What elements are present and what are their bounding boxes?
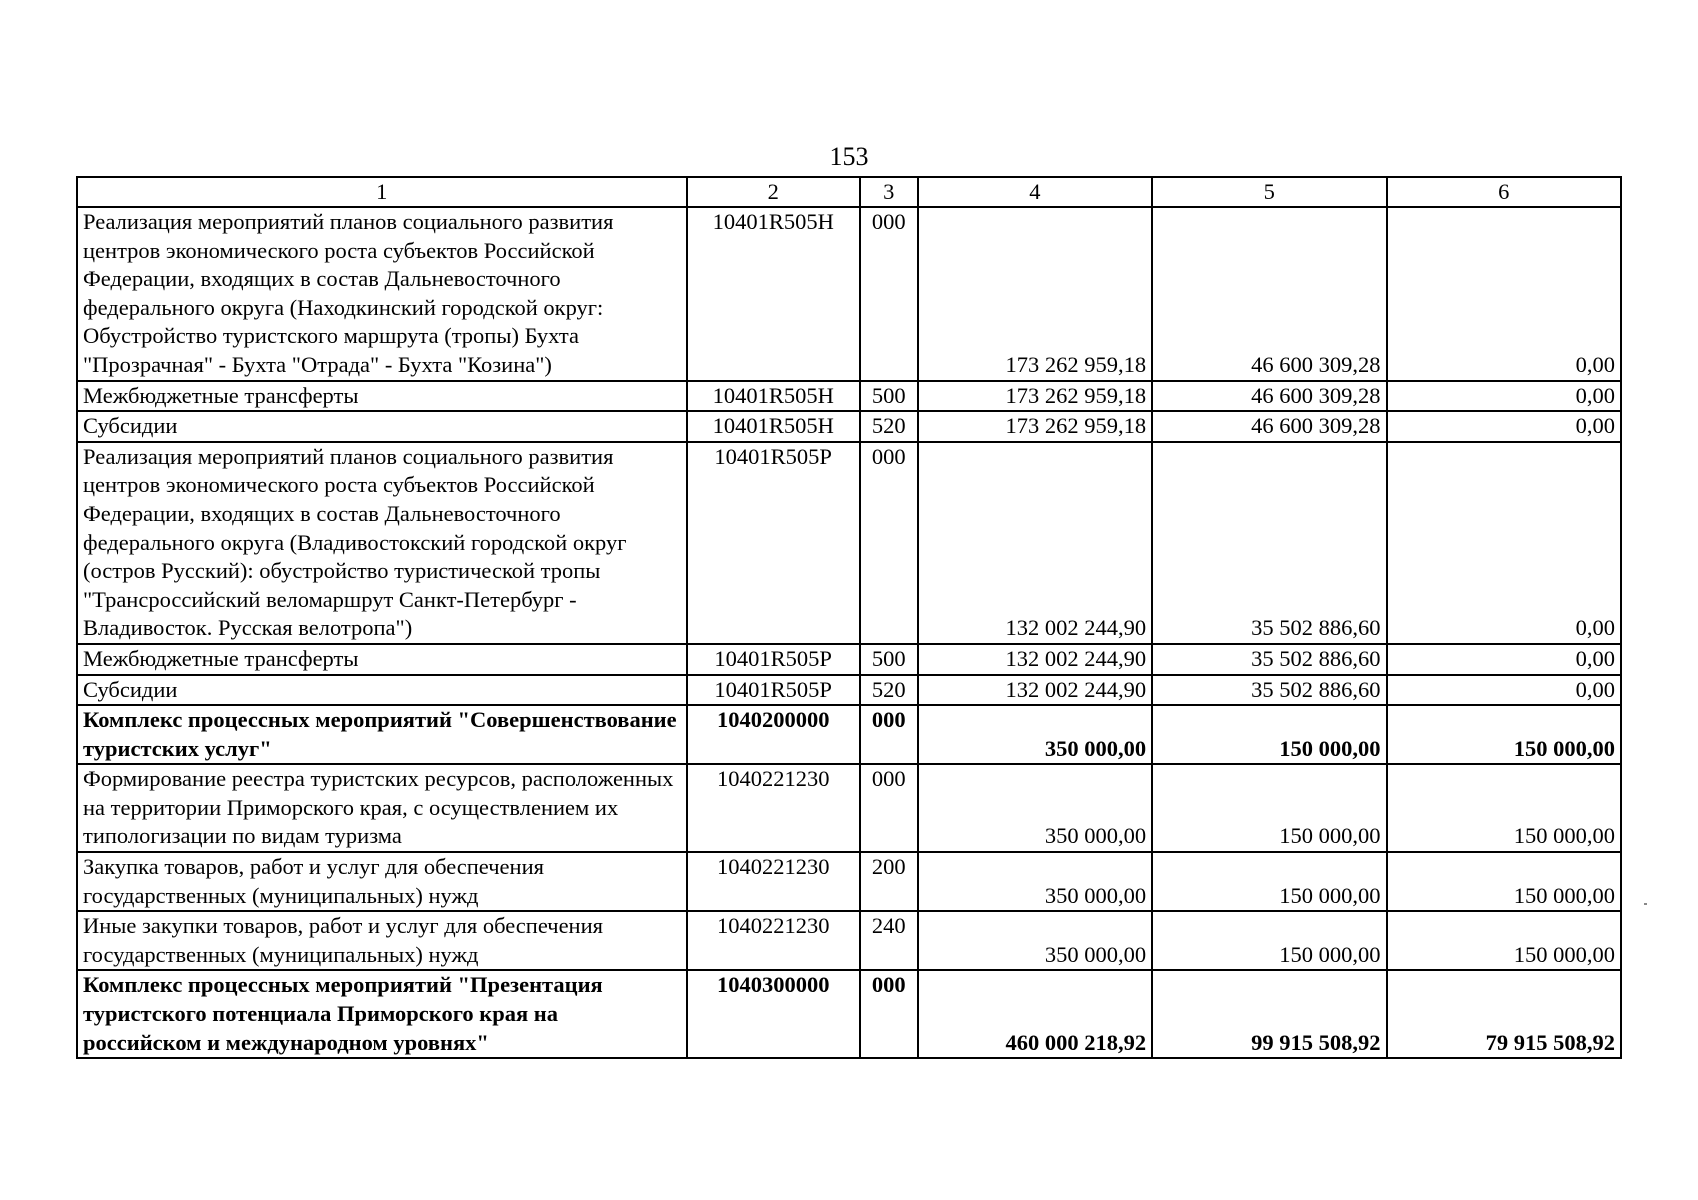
column-header: 5 [1152, 177, 1386, 207]
row-name-cell: Формирование реестра туристских ресурсов, расположенных на территории Приморского края, с осуществлением их типологизации по видам туризма [77, 764, 687, 852]
row-amount-2-cell: 150 000,00 [1152, 911, 1386, 970]
column-header: 4 [918, 177, 1152, 207]
row-amount-3-cell: 0,00 [1387, 411, 1622, 442]
row-amount-3-cell: 150 000,00 [1387, 764, 1622, 852]
row-name-cell: Реализация мероприятий планов социального развития центров экономического роста субъектов Российской Федерации, входящих в состав Дальневосточного федерального округа (Находкинский городской округ: Обустройство туристского маршрута (тропы) Бухта "Прозрачная" - Бухта "Отрада" - Бухта "Козина") [77, 207, 687, 381]
row-code-cell: 10401R505H [687, 381, 860, 412]
row-amount-1-cell: 350 000,00 [918, 852, 1152, 911]
column-header: 1 [77, 177, 687, 207]
row-name-cell: Субсидии [77, 411, 687, 442]
row-code-cell: 1040200000 [687, 705, 860, 764]
row-name-cell: Субсидии [77, 675, 687, 706]
row-type-cell: 500 [860, 381, 918, 412]
row-amount-2-cell: 150 000,00 [1152, 764, 1386, 852]
row-amount-2-cell: 99 915 508,92 [1152, 970, 1386, 1058]
row-name-cell: Комплекс процессных мероприятий "Совершенствование туристских услуг" [77, 705, 687, 764]
row-type-cell: 240 [860, 911, 918, 970]
row-code-cell: 10401R505P [687, 644, 860, 675]
row-type-cell: 500 [860, 644, 918, 675]
row-type-cell: 000 [860, 442, 918, 644]
row-type-cell: 200 [860, 852, 918, 911]
table-row [77, 852, 1621, 911]
table-row [77, 911, 1621, 970]
page-number: 153 [829, 142, 869, 171]
row-name-cell: Комплекс процессных мероприятий "Презентация туристского потенциала Приморского края на российском и международном уровнях" [77, 970, 687, 1058]
row-amount-2-cell: 35 502 886,60 [1152, 644, 1386, 675]
table-row [77, 644, 1621, 675]
row-type-cell: 000 [860, 705, 918, 764]
row-code-cell: 10401R505P [687, 442, 860, 644]
table-row [77, 381, 1621, 412]
row-amount-1-cell: 173 262 959,18 [918, 411, 1152, 442]
row-amount-2-cell: 46 600 309,28 [1152, 381, 1386, 412]
row-amount-3-cell: 150 000,00 [1387, 705, 1622, 764]
row-type-cell: 000 [860, 970, 918, 1058]
row-code-cell: 1040221230 [687, 852, 860, 911]
row-amount-2-cell: 46 600 309,28 [1152, 207, 1386, 381]
row-amount-3-cell: 0,00 [1387, 381, 1622, 412]
row-type-cell: 520 [860, 675, 918, 706]
row-amount-2-cell: 46 600 309,28 [1152, 411, 1386, 442]
row-amount-1-cell: 132 002 244,90 [918, 675, 1152, 706]
row-amount-2-cell: 35 502 886,60 [1152, 442, 1386, 644]
row-amount-2-cell: 150 000,00 [1152, 705, 1386, 764]
table-row [77, 442, 1621, 644]
row-amount-3-cell: 79 915 508,92 [1387, 970, 1622, 1058]
row-type-cell: 000 [860, 764, 918, 852]
table-row [77, 970, 1621, 1058]
row-code-cell: 10401R505P [687, 675, 860, 706]
table-row [77, 764, 1621, 852]
column-header: 3 [860, 177, 918, 207]
row-name-cell: Межбюджетные трансферты [77, 644, 687, 675]
row-amount-1-cell: 132 002 244,90 [918, 644, 1152, 675]
table-row [77, 411, 1621, 442]
row-type-cell: 000 [860, 207, 918, 381]
row-amount-1-cell: 132 002 244,90 [918, 442, 1152, 644]
row-code-cell: 1040300000 [687, 970, 860, 1058]
row-amount-1-cell: 173 262 959,18 [918, 381, 1152, 412]
column-header: 6 [1387, 177, 1622, 207]
row-code-cell: 10401R505H [687, 411, 860, 442]
row-type-cell: 520 [860, 411, 918, 442]
row-code-cell: 10401R505H [687, 207, 860, 381]
row-amount-1-cell: 350 000,00 [918, 764, 1152, 852]
row-code-cell: 1040221230 [687, 764, 860, 852]
budget-table [76, 176, 1622, 1059]
row-name-cell: Межбюджетные трансферты [77, 381, 687, 412]
table-row [77, 675, 1621, 706]
row-name-cell: Закупка товаров, работ и услуг для обеспечения государственных (муниципальных) нужд [77, 852, 687, 911]
table-row [77, 207, 1621, 381]
column-header: 2 [687, 177, 860, 207]
row-amount-3-cell: 0,00 [1387, 207, 1622, 381]
row-name-cell: Иные закупки товаров, работ и услуг для обеспечения государственных (муниципальных) нужд [77, 911, 687, 970]
scan-speck [1644, 903, 1647, 905]
row-amount-3-cell: 0,00 [1387, 675, 1622, 706]
table-row [77, 705, 1621, 764]
row-amount-2-cell: 150 000,00 [1152, 852, 1386, 911]
row-amount-1-cell: 460 000 218,92 [918, 970, 1152, 1058]
row-amount-3-cell: 0,00 [1387, 644, 1622, 675]
row-amount-2-cell: 35 502 886,60 [1152, 675, 1386, 706]
row-code-cell: 1040221230 [687, 911, 860, 970]
row-amount-1-cell: 350 000,00 [918, 911, 1152, 970]
row-amount-3-cell: 0,00 [1387, 442, 1622, 644]
row-amount-3-cell: 150 000,00 [1387, 852, 1622, 911]
row-name-cell: Реализация мероприятий планов социального развития центров экономического роста субъектов Российской Федерации, входящих в состав Дальневосточного федерального округа (Владивостокский городской округ (остров Русский): обустройство туристической тропы "Трансроссийский веломаршрут Санкт-Петербург - Владивосток. Русская велотропа") [77, 442, 687, 644]
row-amount-3-cell: 150 000,00 [1387, 911, 1622, 970]
column-header-row [77, 177, 1621, 207]
row-amount-1-cell: 173 262 959,18 [918, 207, 1152, 381]
row-amount-1-cell: 350 000,00 [918, 705, 1152, 764]
